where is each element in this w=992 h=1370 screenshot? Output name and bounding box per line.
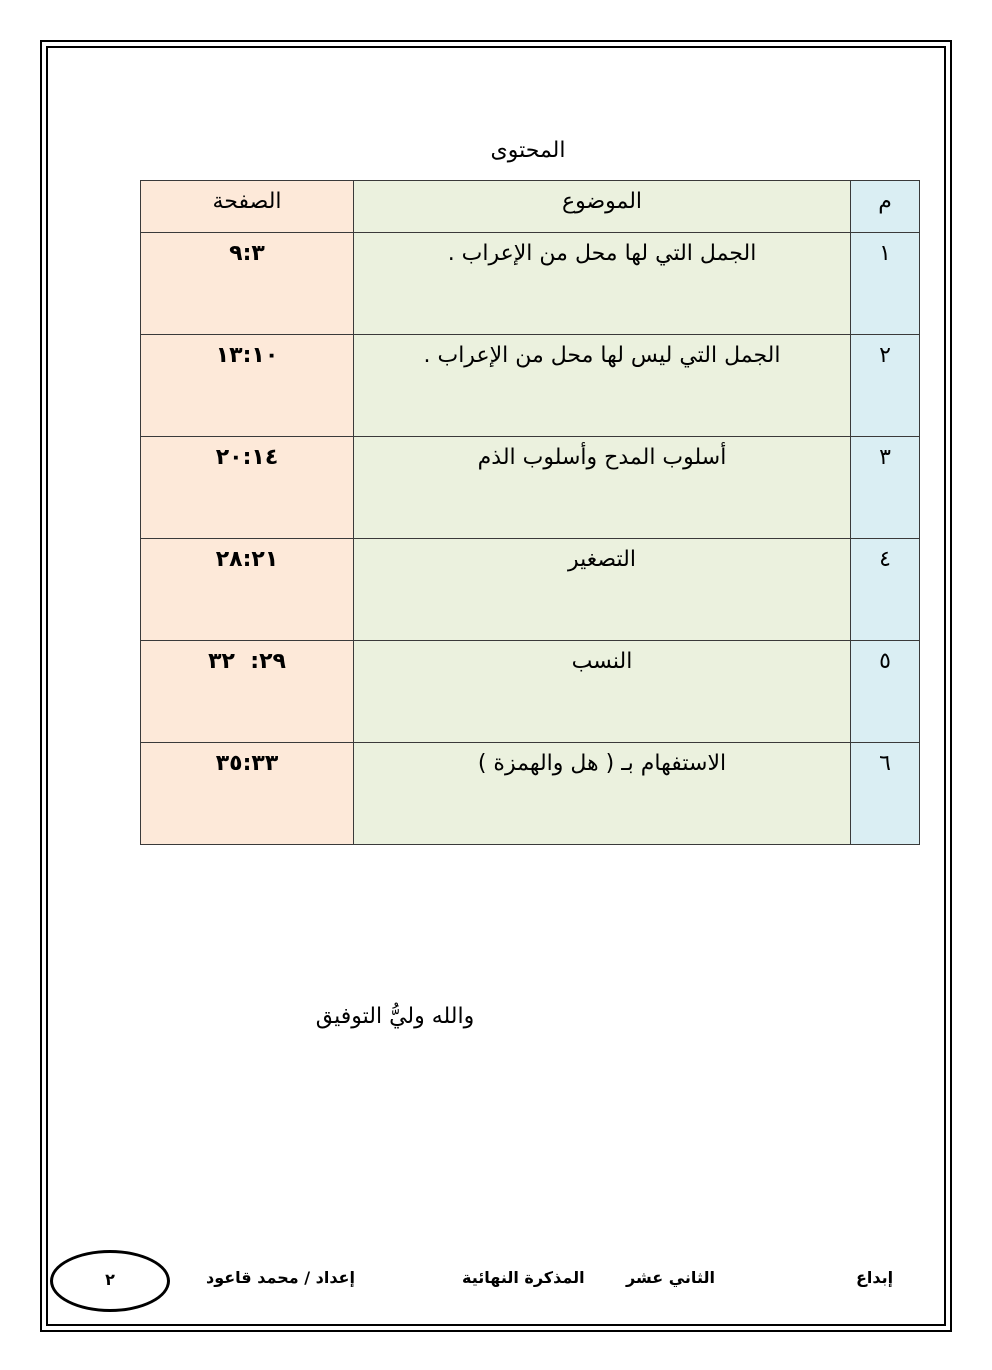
row-number: ٥ — [851, 641, 920, 743]
row-pages: ١٣:١٠ — [141, 335, 354, 437]
footer-brand: إبداع — [856, 1268, 894, 1287]
row-number: ٢ — [851, 335, 920, 437]
contents-table — [140, 180, 920, 845]
row-number: ٣ — [851, 437, 920, 539]
table-row — [141, 539, 920, 641]
row-number: ٤ — [851, 539, 920, 641]
table-row — [141, 335, 920, 437]
header-topic: الموضوع — [354, 181, 851, 233]
table-header-row — [141, 181, 920, 233]
table-row — [141, 641, 920, 743]
page-number-oval: ٢ — [50, 1250, 170, 1312]
row-topic: الجمل التي ليس لها محل من الإعراب . — [354, 335, 851, 437]
row-pages: ٣٥:٣٣ — [141, 743, 354, 845]
table-row — [141, 437, 920, 539]
contents-title: المحتوى — [490, 138, 566, 163]
row-pages: ٩:٣ — [141, 233, 354, 335]
closing-phrase: والله وليُّ التوفيق — [315, 1004, 475, 1029]
row-number: ٦ — [851, 743, 920, 845]
row-pages: ٢٠:١٤ — [141, 437, 354, 539]
row-topic: أسلوب المدح وأسلوب الذم — [354, 437, 851, 539]
footer-booklet: المذكرة النهائية — [462, 1268, 585, 1287]
row-topic: الاستفهام بـ ( هل والهمزة ) — [354, 743, 851, 845]
table-row — [141, 743, 920, 845]
row-number: ١ — [851, 233, 920, 335]
table-row — [141, 233, 920, 335]
row-topic: التصغير — [354, 539, 851, 641]
header-number: م — [851, 181, 920, 233]
row-topic: النسب — [354, 641, 851, 743]
row-topic: الجمل التي لها محل من الإعراب . — [354, 233, 851, 335]
row-pages: ٢٨:٢١ — [141, 539, 354, 641]
footer-grade: الثاني عشر — [626, 1268, 715, 1287]
row-pages: ٢٩: ٣٢ — [141, 641, 354, 743]
header-page: الصفحة — [141, 181, 354, 233]
footer-author: إعداد / محمد قاعود — [206, 1268, 355, 1287]
